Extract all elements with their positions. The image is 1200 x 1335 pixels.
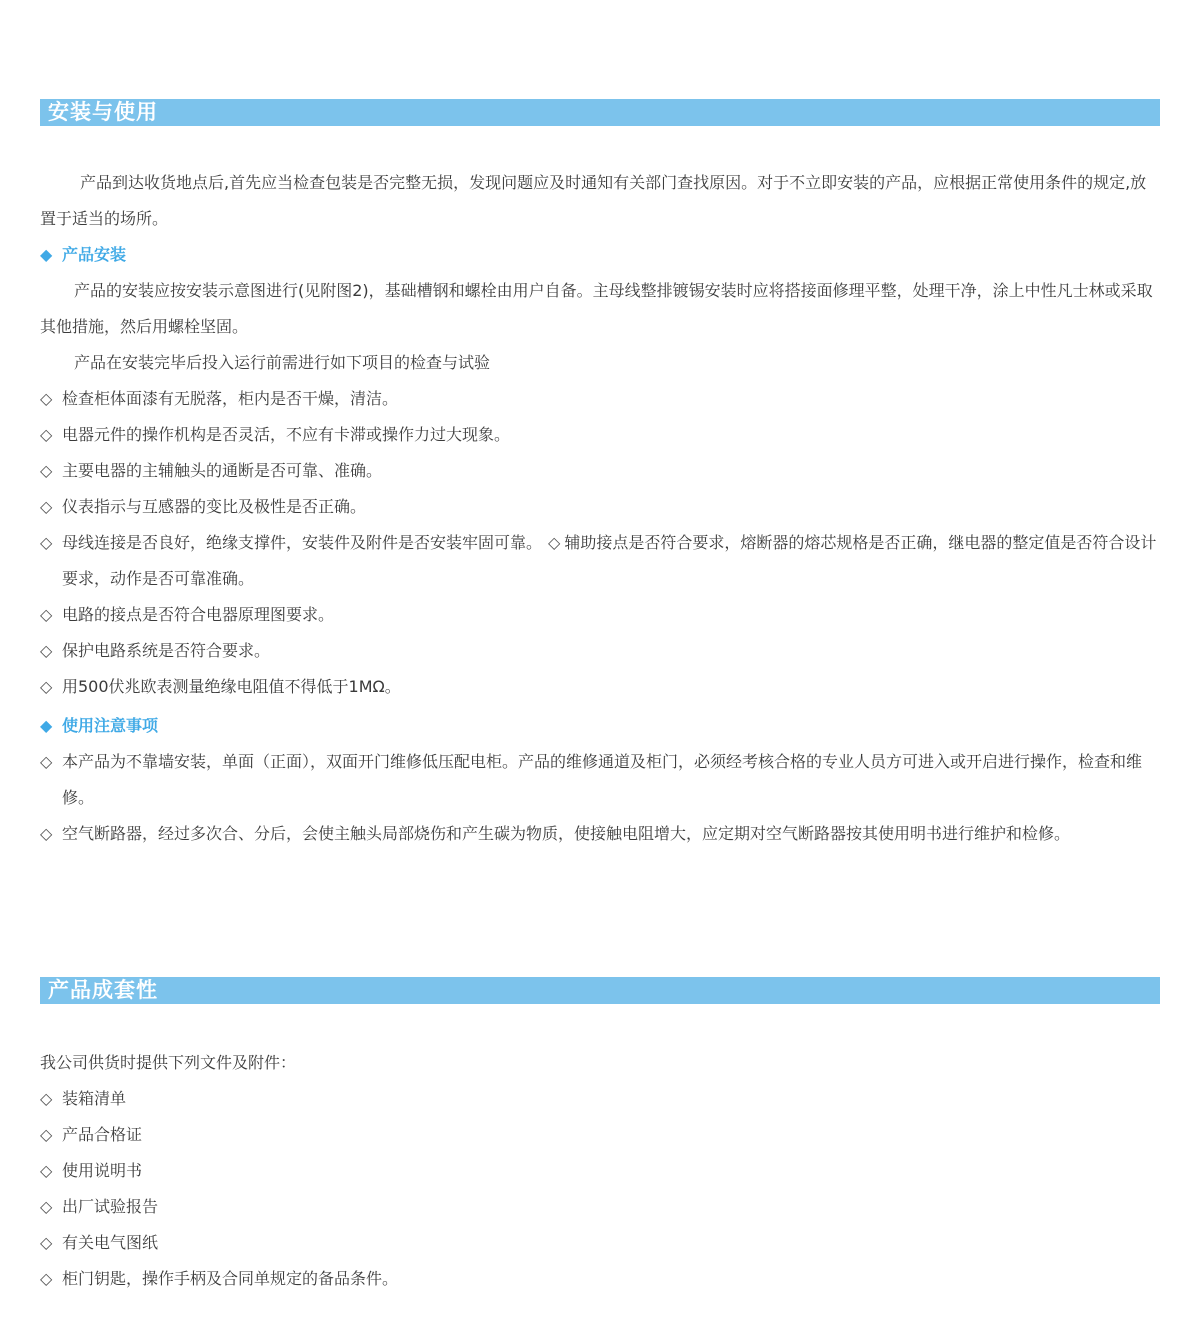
section-completeness-body <box>40 1045 1162 1297</box>
list-item: ◇ 空气断路器，经过多次合、分后，会使主触头局部烧伤和产生碳为物质，使接触电阻增大，应定期对空气断路器按其使用明书进行维护和检修。 <box>40 816 1162 852</box>
section-title: 产品成套性 <box>48 978 158 1002</box>
diamond-filled-icon: ◆ <box>40 716 53 735</box>
subheading-label: 产品安装 <box>62 245 127 264</box>
list-item: ◇ 仪表指示与互感器的变比及极性是否正确。 <box>40 489 1162 525</box>
diamond-outline-icon: ◇ <box>40 1161 53 1180</box>
subheading-install <box>40 237 1162 273</box>
supply-intro: 我公司供货时提供下列文件及附件： <box>40 1053 297 1072</box>
subheading-label: 使用注意事项 <box>62 716 159 735</box>
diamond-outline-icon: ◇ <box>40 1269 53 1288</box>
list-item: ◇ 主要电器的主辅触头的通断是否可靠、准确。 <box>40 453 1162 489</box>
install-paragraph: 产品的安装应按安装示意图进行(见附图2)，基础槽钢和螺栓由用户自备。主母线整排镀锡安装时应将搭接面修理平整，处理干净，涂上中性凡士林或采取其他措施，然后用螺栓坚固。 <box>40 281 1153 336</box>
subheading-notes <box>40 708 1162 744</box>
diamond-outline-icon: ◇ <box>40 824 53 843</box>
diamond-outline-icon: ◇ <box>40 533 53 552</box>
list-item: ◇ 保护电路系统是否符合要求。 <box>40 633 1162 669</box>
list-item: ◇ 装箱清单 <box>40 1081 1162 1117</box>
list-item: ◇ 检查柜体面漆有无脱落，柜内是否干燥，清洁。 <box>40 381 1162 417</box>
diamond-outline-icon: ◇ <box>40 1233 53 1252</box>
list-item: ◇ 电器元件的操作机构是否灵活，不应有卡滞或操作力过大现象。 <box>40 417 1162 453</box>
diamond-outline-icon: ◇ <box>40 752 53 771</box>
diamond-outline-icon: ◇ <box>40 389 53 408</box>
diamond-outline-icon: ◇ <box>40 1197 53 1216</box>
list-item: ◇ 本产品为不靠墙安装，单面（正面），双面开门维修低压配电柜。产品的维修通道及柜门，必须经考核合格的专业人员方可进入或开启进行操作，检查和维修。 <box>40 744 1162 816</box>
list-item: ◇ 母线连接是否良好，绝缘支撑件，安装件及附件是否安装牢固可靠。 ◇ 辅助接点是否符合要求，熔断器的熔芯规格是否正确，继电器的整定值是否符合设计要求，动作是否可靠准确。 <box>40 525 1162 597</box>
section-header-completeness <box>40 977 1160 1004</box>
list-item: ◇ 出厂试验报告 <box>40 1189 1162 1225</box>
diamond-outline-icon: ◇ <box>40 641 53 660</box>
section-header-install-use <box>40 99 1160 126</box>
list-item: ◇ 产品合格证 <box>40 1117 1162 1153</box>
section-title: 安装与使用 <box>48 100 158 124</box>
diamond-outline-icon: ◇ <box>40 1125 53 1144</box>
section-install-use-body <box>40 165 1162 852</box>
diamond-outline-icon: ◇ <box>40 605 53 624</box>
list-item: ◇ 使用说明书 <box>40 1153 1162 1189</box>
list-item: ◇ 有关电气图纸 <box>40 1225 1162 1261</box>
diamond-outline-icon: ◇ <box>40 677 53 696</box>
diamond-filled-icon: ◆ <box>40 245 53 264</box>
list-item: ◇ 用500伏兆欧表测量绝缘电阻值不得低于1MΩ。 <box>40 669 1162 705</box>
intro-paragraph: 产品到达收货地点后,首先应当检查包装是否完整无损，发现问题应及时通知有关部门查找原因。对于不立即安装的产品，应根据正常使用条件的规定,放置于适当的场所。 <box>40 173 1147 228</box>
diamond-outline-icon: ◇ <box>40 461 53 480</box>
diamond-outline-icon: ◇ <box>548 533 561 552</box>
inspection-intro: 产品在安装完毕后投入运行前需进行如下项目的检查与试验 <box>74 353 491 372</box>
diamond-outline-icon: ◇ <box>40 497 53 516</box>
list-item: ◇ 电路的接点是否符合电器原理图要求。 <box>40 597 1162 633</box>
diamond-outline-icon: ◇ <box>40 1089 53 1108</box>
diamond-outline-icon: ◇ <box>40 425 53 444</box>
list-item: ◇ 柜门钥匙，操作手柄及合同单规定的备品条件。 <box>40 1261 1162 1297</box>
